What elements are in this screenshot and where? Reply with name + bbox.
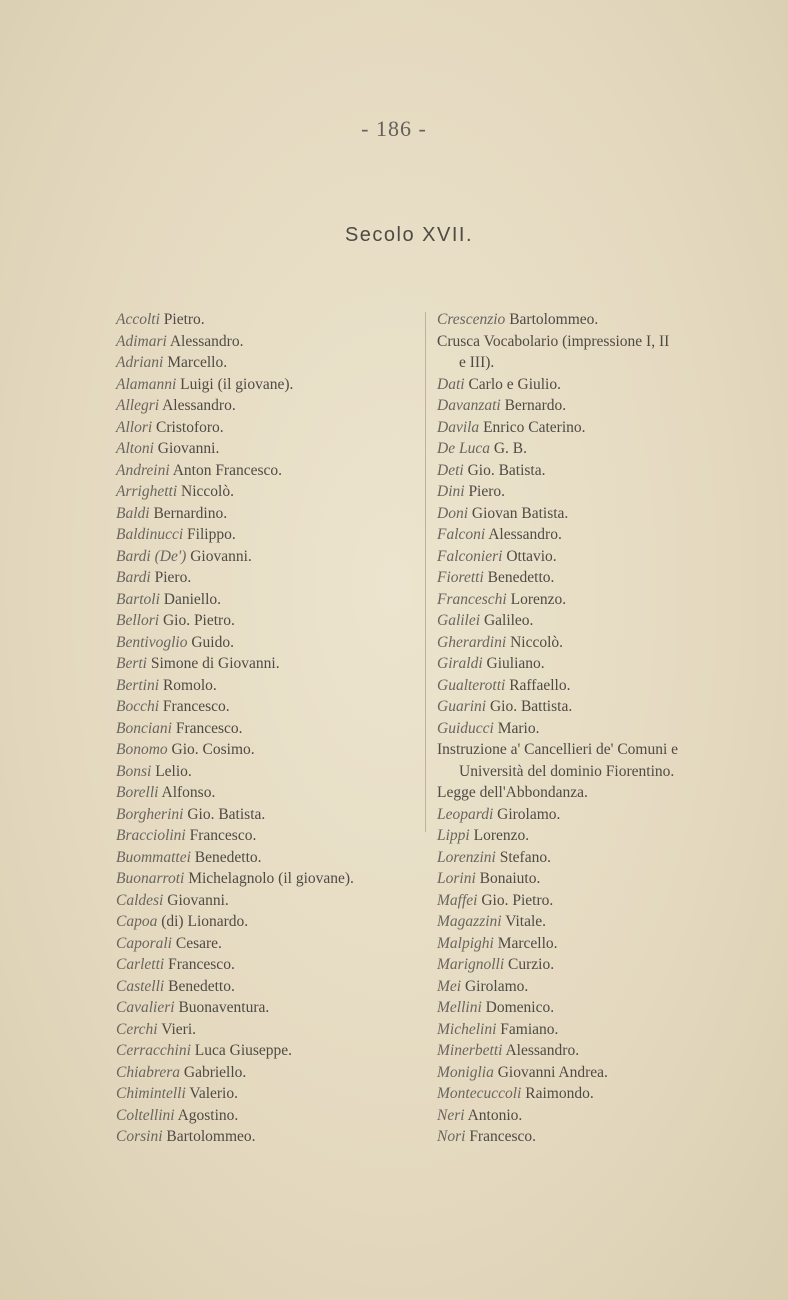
author-surname: Bracciolini — [116, 827, 186, 844]
list-item — [437, 395, 767, 417]
list-item — [437, 976, 767, 998]
author-surname: Caldesi — [116, 891, 164, 909]
author-given-name: Girolamo. — [461, 977, 529, 995]
list-item — [437, 524, 767, 546]
author-given-name: G. B. — [489, 440, 527, 457]
author-surname: Altoni — [116, 440, 154, 457]
author-given-name: Filippo. — [183, 526, 236, 543]
list-item — [116, 374, 416, 396]
author-given-name: Gio. Pietro. — [477, 891, 554, 909]
list-item — [116, 567, 416, 589]
page-number: - 186 - — [361, 116, 427, 141]
author-given-name: Giovanni. — [153, 440, 220, 457]
author-surname: Gualterotti — [437, 676, 506, 694]
author-given-name: Carlo e Giulio. — [464, 375, 561, 393]
list-item — [116, 739, 416, 761]
list-item — [116, 481, 416, 503]
author-surname: Mellini — [437, 999, 482, 1016]
author-surname: Andreini — [116, 461, 170, 479]
author-given-name: Bartolommeo. — [162, 1128, 256, 1145]
left-column — [116, 309, 416, 1148]
author-given-name: Bernardo. — [500, 397, 567, 414]
author-given-name: Piero. — [464, 483, 506, 500]
author-surname: Bardi — [116, 569, 151, 586]
author-surname: Allegri — [116, 397, 160, 414]
list-item — [116, 1062, 416, 1084]
list-item — [116, 804, 416, 826]
author-given-name: Gio. Battista. — [486, 698, 573, 715]
author-given-name: Vieri. — [157, 1020, 197, 1038]
author-given-name: Cristoforo. — [152, 418, 224, 436]
list-item — [116, 696, 416, 718]
list-item — [437, 632, 767, 654]
column-divider — [425, 312, 426, 832]
list-item — [437, 567, 767, 589]
author-surname: Chimintelli — [116, 1085, 186, 1102]
list-item — [116, 632, 416, 654]
list-item — [437, 352, 767, 374]
list-item — [116, 331, 416, 353]
list-item — [116, 933, 416, 955]
author-surname: Mei — [437, 977, 462, 995]
author-surname: Magazzini — [437, 913, 502, 930]
author-surname: Bellori — [116, 612, 160, 629]
author-given-name: Domenico. — [481, 999, 555, 1016]
list-item — [116, 503, 416, 525]
author-given-name: Francesco. — [465, 1128, 537, 1145]
author-surname: Bentivoglio — [116, 633, 188, 651]
author-given-name: Niccolò. — [177, 483, 234, 500]
author-given-name: Ottavio. — [502, 547, 557, 565]
author-given-name: Gio. Pietro. — [159, 612, 235, 629]
author-given-name: Stefano. — [495, 848, 551, 866]
author-given-name: Francesco. — [164, 956, 235, 973]
author-surname: Baldinucci — [116, 526, 184, 543]
author-given-name: Alessandro. — [502, 1042, 580, 1059]
author-given-name: Lelio. — [151, 762, 192, 780]
author-surname: Michelini — [437, 1020, 497, 1038]
list-item — [116, 718, 416, 740]
author-given-name: Francesco. — [171, 719, 243, 737]
list-item — [437, 1062, 767, 1084]
list-item — [437, 374, 767, 396]
author-given-name: Lorenzo. — [469, 827, 530, 844]
author-given-name: Famiano. — [496, 1020, 559, 1038]
list-item — [116, 825, 416, 847]
author-surname: Buonarroti — [116, 870, 185, 887]
list-item — [437, 739, 767, 761]
list-item — [437, 653, 767, 675]
author-given-name: Gio. Batista. — [463, 461, 546, 479]
list-item — [437, 1105, 767, 1127]
author-surname: Baldi — [116, 504, 150, 522]
list-item — [437, 546, 767, 568]
list-item — [437, 589, 767, 611]
list-item — [116, 610, 416, 632]
author-given-name: Francesco. — [159, 698, 230, 715]
list-item — [116, 761, 416, 783]
list-item — [116, 1105, 416, 1127]
list-item — [437, 331, 767, 353]
list-item — [437, 675, 767, 697]
list-item — [116, 782, 416, 804]
author-given-name: Vitale. — [501, 913, 547, 930]
author-surname: Lippi — [437, 827, 470, 844]
author-surname: Cavalieri — [116, 999, 175, 1016]
author-given-name: Marcello. — [493, 934, 558, 952]
list-item — [116, 1019, 416, 1041]
author-surname: Falconi — [437, 526, 486, 543]
author-given-name: Giovanni. — [186, 547, 252, 565]
author-given-name: Università del dominio Fiorentino. — [459, 762, 675, 780]
author-given-name: Alessandro. — [159, 397, 236, 414]
list-item — [437, 1040, 767, 1062]
list-item — [116, 589, 416, 611]
author-given-name: Benedetto. — [190, 848, 262, 866]
list-item — [437, 1126, 767, 1148]
list-item — [437, 825, 767, 847]
author-surname: Falconieri — [437, 547, 503, 565]
author-surname: Guarini — [437, 698, 487, 715]
list-item — [437, 696, 767, 718]
author-given-name: Anton Francesco. — [169, 461, 283, 479]
list-item — [437, 718, 767, 740]
author-given-name: Niccolò. — [506, 633, 564, 651]
author-surname: Fioretti — [437, 569, 484, 586]
author-surname: Alamanni — [116, 375, 177, 393]
author-surname: Gherardini — [437, 633, 507, 651]
author-given-name: Piero. — [150, 569, 192, 586]
author-surname: Nori — [437, 1128, 466, 1145]
author-surname: Giraldi — [437, 655, 483, 672]
author-given-name: Galileo. — [480, 612, 534, 629]
author-given-name: Crusca Vocabolario (impressione I, II — [437, 332, 670, 350]
author-surname: Carletti — [116, 956, 165, 973]
list-item — [116, 675, 416, 697]
list-item — [116, 352, 416, 374]
author-surname: Deti — [437, 461, 464, 479]
list-item — [437, 503, 767, 525]
author-given-name: Bernardino. — [149, 504, 228, 522]
author-surname: Bonciani — [116, 719, 172, 737]
author-given-name: Girolamo. — [493, 805, 561, 823]
author-surname: Borelli — [116, 784, 159, 801]
author-given-name: Simone di Giovanni. — [147, 655, 280, 672]
list-item — [437, 804, 767, 826]
author-given-name: Benedetto. — [483, 569, 555, 586]
list-item — [437, 481, 767, 503]
list-item — [116, 954, 416, 976]
author-surname: Allori — [116, 418, 153, 436]
author-given-name: Instruzione a' Cancellieri de' Comuni e — [437, 741, 679, 758]
list-item — [116, 546, 416, 568]
author-surname: Bardi (De') — [116, 547, 187, 565]
list-item — [437, 460, 767, 482]
author-given-name: Alessandro. — [485, 526, 562, 543]
author-given-name: Gio. Cosimo. — [167, 741, 255, 758]
author-surname: Minerbetti — [437, 1042, 503, 1059]
author-given-name: Agostino. — [174, 1106, 239, 1124]
author-surname: Caporali — [116, 934, 172, 952]
author-surname: Neri — [437, 1106, 465, 1124]
author-given-name: Curzio. — [504, 956, 555, 973]
list-item — [437, 954, 767, 976]
list-item — [116, 524, 416, 546]
author-given-name: Buonaventura. — [174, 999, 270, 1016]
author-given-name: Bartolommeo. — [505, 311, 599, 328]
list-item — [437, 417, 767, 439]
list-item — [437, 911, 767, 933]
author-given-name: Luca Giuseppe. — [190, 1042, 293, 1059]
author-given-name: Lorenzo. — [506, 590, 567, 608]
author-surname: Lorenzini — [437, 848, 496, 866]
author-given-name: Gabriello. — [180, 1063, 247, 1081]
list-item — [116, 847, 416, 869]
author-given-name: Mario. — [493, 719, 540, 737]
list-item — [437, 761, 767, 783]
author-surname: Adimari — [116, 332, 167, 350]
author-given-name: Cesare. — [171, 934, 222, 952]
author-surname: Crescenzio — [437, 311, 506, 328]
author-given-name: Guido. — [187, 633, 234, 651]
author-surname: Dini — [437, 483, 465, 500]
list-item — [116, 1126, 416, 1148]
author-given-name: Daniello. — [159, 590, 222, 608]
author-surname: Buommattei — [116, 848, 191, 866]
author-given-name: Legge dell'Abbondanza. — [437, 784, 588, 801]
author-surname: Corsini — [116, 1128, 163, 1145]
author-surname: Accolti — [116, 311, 160, 328]
list-item — [116, 911, 416, 933]
section-title: Secolo XVII. — [344, 224, 474, 246]
author-surname: Leopardi — [437, 805, 494, 823]
author-surname: Adriani — [116, 354, 164, 371]
author-given-name: Benedetto. — [164, 977, 235, 995]
list-item — [116, 417, 416, 439]
author-surname: Castelli — [116, 977, 165, 995]
author-surname: Davila — [437, 418, 480, 436]
list-item — [116, 460, 416, 482]
list-item — [116, 309, 416, 331]
author-given-name: Francesco. — [185, 827, 257, 844]
author-surname: Guiducci — [437, 719, 494, 737]
author-surname: Lorini — [437, 870, 476, 887]
author-given-name: Marcello. — [163, 354, 228, 371]
list-item — [437, 610, 767, 632]
list-item — [437, 309, 767, 331]
author-surname: Arrighetti — [116, 483, 178, 500]
list-item — [116, 653, 416, 675]
author-surname: Malpighi — [437, 934, 494, 952]
list-item — [437, 847, 767, 869]
list-item — [116, 976, 416, 998]
author-surname: Marignolli — [437, 956, 505, 973]
author-given-name: Luigi (il giovane). — [176, 375, 294, 393]
right-column — [437, 309, 767, 1148]
author-given-name: Giovanni Andrea. — [493, 1063, 608, 1081]
author-given-name: Giovan Batista. — [468, 504, 569, 522]
list-item — [116, 868, 416, 890]
author-given-name: Raffaello. — [505, 676, 571, 694]
author-given-name: Alfonso. — [158, 784, 216, 801]
list-item — [116, 997, 416, 1019]
author-surname: Galilei — [437, 612, 481, 629]
author-surname: Borgherini — [116, 805, 184, 823]
author-given-name: Valerio. — [185, 1085, 238, 1102]
author-surname: Bocchi — [116, 698, 160, 715]
list-item — [437, 438, 767, 460]
list-item — [437, 1019, 767, 1041]
list-item — [116, 890, 416, 912]
list-item — [116, 395, 416, 417]
author-surname: Cerchi — [116, 1020, 158, 1038]
author-surname: Coltellini — [116, 1106, 175, 1124]
author-given-name: (di) Lionardo. — [157, 913, 249, 930]
author-surname: Maffei — [437, 891, 478, 909]
author-surname: Moniglia — [437, 1063, 494, 1081]
author-given-name: Antonio. — [464, 1106, 523, 1124]
author-given-name: Gio. Batista. — [183, 805, 266, 823]
author-surname: Chiabrera — [116, 1063, 181, 1081]
author-given-name: Raimondo. — [521, 1085, 594, 1102]
author-given-name: Alessandro. — [166, 332, 244, 350]
list-item — [116, 1083, 416, 1105]
author-given-name: Bonaiuto. — [475, 870, 541, 887]
author-surname: Doni — [437, 504, 468, 522]
author-surname: Berti — [116, 655, 147, 672]
list-item — [437, 890, 767, 912]
author-surname: Bartoli — [116, 590, 160, 608]
list-item — [116, 1040, 416, 1062]
author-surname: Bonsi — [116, 762, 152, 780]
list-item — [437, 997, 767, 1019]
author-given-name: e III). — [459, 354, 495, 371]
author-surname: De Luca — [437, 440, 490, 457]
author-surname: Davanzati — [437, 397, 501, 414]
author-surname: Cerracchini — [116, 1042, 191, 1059]
author-surname: Dati — [437, 375, 465, 393]
author-given-name: Giuliano. — [482, 655, 545, 672]
author-surname: Capoa — [116, 913, 158, 930]
author-given-name: Giovanni. — [163, 891, 229, 909]
author-given-name: Pietro. — [159, 311, 205, 328]
author-surname: Montecuccoli — [437, 1085, 522, 1102]
author-surname: Bertini — [116, 676, 160, 694]
list-item — [437, 933, 767, 955]
author-surname: Bonomo — [116, 741, 168, 758]
list-item — [437, 868, 767, 890]
author-surname: Franceschi — [437, 590, 507, 608]
author-given-name: Enrico Caterino. — [479, 418, 586, 436]
list-item — [116, 438, 416, 460]
author-given-name: Romolo. — [159, 676, 217, 694]
list-item — [437, 782, 767, 804]
author-given-name: Michelagnolo (il giovane). — [184, 870, 354, 887]
list-item — [437, 1083, 767, 1105]
